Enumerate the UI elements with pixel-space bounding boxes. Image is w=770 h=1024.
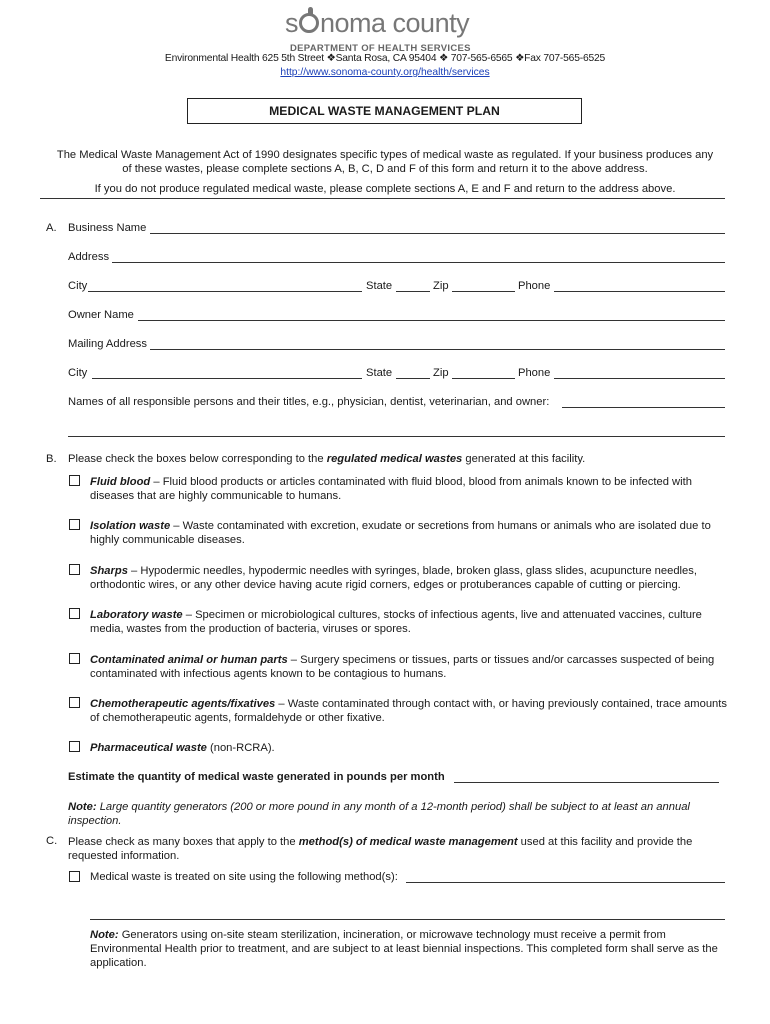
phone-label: Phone (518, 280, 551, 292)
mailing-zip-field[interactable] (452, 366, 515, 379)
mailing-state-label: State (366, 367, 393, 379)
responsible-persons-field-line-2[interactable] (68, 424, 725, 437)
isolation-waste-description: Isolation waste – Waste contaminated with excretion, exudate or secretions from humans or animals who are isolated due to highly communicable diseases. (90, 520, 711, 546)
isolation-waste-checkbox[interactable] (69, 519, 80, 530)
agency-address: Environmental Health 625 5th Street ❖Santa Rosa, CA 95404 ❖ 707-565-6565 ❖Fax 707-565-6525 (164, 53, 606, 64)
section-b-note: Note: Large quantity generators (200 or more pound in any month of a 12-month period) shall be subject to at least an annual inspection. (68, 801, 690, 827)
contaminated-parts-checkbox[interactable] (69, 653, 80, 664)
section-c-letter: C. (46, 835, 58, 847)
section-a-letter: A. (46, 222, 57, 234)
section-c-note: Note: Generators using on-site steam sterilization, incineration, or microwave technology must receive a permit from Environmental Health prior to treatment, and are subject to at least biennial inspections. This completed form shall serve as the application. (90, 929, 718, 969)
business-name-field[interactable] (150, 221, 725, 234)
owner-name-label: Owner Name (68, 309, 134, 321)
contaminated-parts-description: Contaminated animal or human parts – Surgery specimens or tissues, parts or tissues and/or carcasses suspected of being contaminated with infectious agents known to be contagious to humans. (90, 654, 715, 680)
onsite-treatment-checkbox[interactable] (69, 871, 80, 882)
phone-field[interactable] (554, 279, 725, 292)
address-label: Address (68, 251, 110, 263)
apple-icon (299, 13, 319, 33)
city-field[interactable] (88, 279, 362, 292)
form-title: MEDICAL WASTE MANAGEMENT PLAN (187, 98, 582, 124)
logo-department: DEPARTMENT OF HEALTH SERVICES (290, 43, 471, 54)
onsite-treatment-method-field[interactable] (406, 870, 725, 883)
pharmaceutical-waste-description: Pharmaceutical waste (non-RCRA). (90, 742, 275, 754)
zip-label: Zip (433, 280, 449, 292)
fluid-blood-checkbox[interactable] (69, 475, 80, 486)
sharps-checkbox[interactable] (69, 564, 80, 575)
city-label: City (68, 280, 88, 292)
owner-name-field[interactable] (138, 308, 725, 321)
mailing-address-field[interactable] (150, 337, 725, 350)
intro-line-3: If you do not produce regulated medical waste, please complete sections A, E and F and return to the address above. (94, 183, 676, 195)
fluid-blood-description: Fluid blood – Fluid blood products or articles contaminated with fluid blood, blood from animals known to be infected with diseases that are highly communicable to humans. (90, 476, 692, 502)
state-label: State (366, 280, 393, 292)
divider (40, 198, 725, 199)
section-b-intro: Please check the boxes below corresponding to the regulated medical wastes generated at this facility. (68, 453, 586, 465)
section-b-letter: B. (46, 453, 57, 465)
pharmaceutical-waste-checkbox[interactable] (69, 741, 80, 752)
logo-wordmark: s noma county (285, 8, 470, 38)
laboratory-waste-description: Laboratory waste – Specimen or microbiological cultures, stocks of infectious agents, live and attenuated vaccines, culture media, wastes from the production of bacteria, viruses or spores. (90, 609, 702, 635)
laboratory-waste-checkbox[interactable] (69, 608, 80, 619)
mailing-state-field[interactable] (396, 366, 430, 379)
mailing-phone-field[interactable] (554, 366, 725, 379)
mailing-phone-label: Phone (518, 367, 551, 379)
estimate-quantity-field[interactable] (454, 770, 719, 783)
estimate-quantity-label: Estimate the quantity of medical waste generated in pounds per month (68, 771, 445, 783)
chemotherapeutic-description: Chemotherapeutic agents/fixatives – Waste contaminated through contact with, or having previously contained, trace amounts of chemotherapeutic agents, formaldehyde or other fixative. (90, 698, 727, 724)
zip-field[interactable] (452, 279, 515, 292)
agency-url-link[interactable]: http://www.sonoma-county.org/health/services (280, 67, 490, 78)
mailing-zip-label: Zip (433, 367, 449, 379)
state-field[interactable] (396, 279, 430, 292)
sharps-description: Sharps – Hypodermic needles, hypodermic needles with syringes, blade, broken glass, glass slides, acupuncture needles, orthodontic wires, or any other device having acute rigid corners, edges or protuberances capable of cutting or piercing. (90, 565, 697, 591)
business-name-label: Business Name (68, 222, 147, 234)
chemotherapeutic-checkbox[interactable] (69, 697, 80, 708)
mailing-city-field[interactable] (92, 366, 362, 379)
responsible-persons-label: Names of all responsible persons and their titles, e.g., physician, dentist, veterinarian, and owner: (68, 396, 550, 408)
mailing-city-label: City (68, 367, 88, 379)
intro-line-1: The Medical Waste Management Act of 1990 designates specific types of medical waste as regulated. If your business produces any (56, 149, 714, 161)
section-c-intro: Please check as many boxes that apply to the method(s) of medical waste management used at this facility and provide the requested information. (68, 836, 693, 862)
mailing-address-label: Mailing Address (68, 338, 147, 350)
responsible-persons-field[interactable] (562, 395, 725, 408)
intro-line-2: of these wastes, please complete sections A, B, C, D and F of this form and return it to the above address. (122, 163, 648, 175)
onsite-treatment-method-field-line-2[interactable] (90, 907, 725, 920)
onsite-treatment-label: Medical waste is treated on site using the following method(s): (90, 871, 398, 883)
address-field[interactable] (112, 250, 725, 263)
